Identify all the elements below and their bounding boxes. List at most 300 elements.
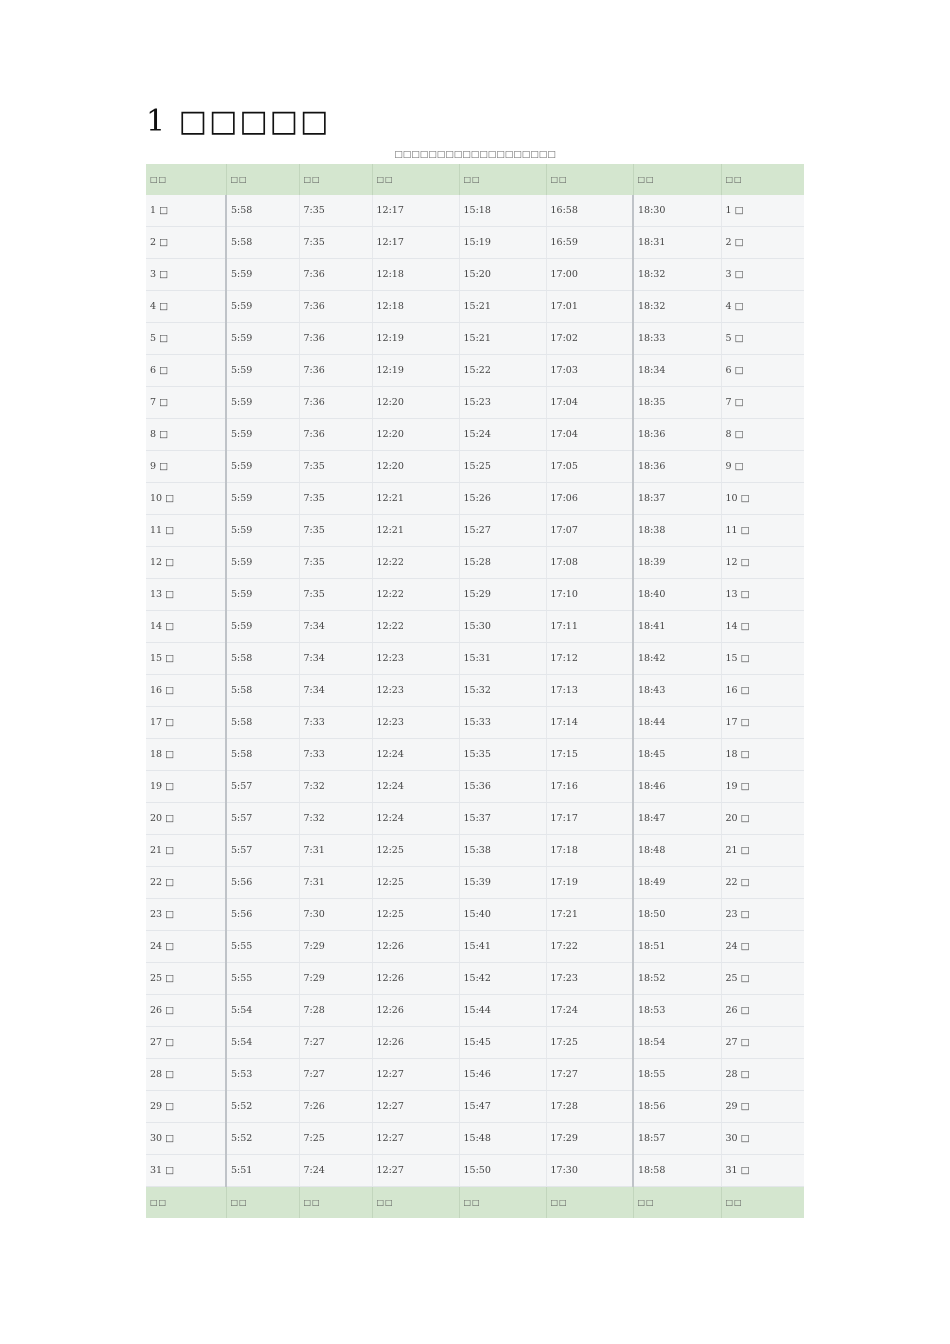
footer-row <box>146 1187 804 1219</box>
table-cell: 15:39 <box>459 867 546 899</box>
table-cell: 5:54 <box>226 995 299 1027</box>
table-cell: 15:21 <box>459 291 546 323</box>
table-cell: 16 □ <box>146 675 226 707</box>
table-cell: 7:31 <box>299 867 372 899</box>
table-cell: 19 □ <box>721 771 804 803</box>
table-cell: 17:18 <box>546 835 633 867</box>
table-row <box>146 931 804 963</box>
footer-cell: □□ <box>546 1187 633 1219</box>
table-cell: 5:59 <box>226 387 299 419</box>
table-cell: 15:50 <box>459 1155 546 1187</box>
table-cell: 31 □ <box>146 1155 226 1187</box>
table-cell: 7:28 <box>299 995 372 1027</box>
table-cell: 18:36 <box>633 451 721 483</box>
table-cell: 5:59 <box>226 323 299 355</box>
table-cell: 18:47 <box>633 803 721 835</box>
table-cell: 23 □ <box>146 899 226 931</box>
table-cell: 17:23 <box>546 963 633 995</box>
table-cell: 12:24 <box>372 771 459 803</box>
table-cell: 17 □ <box>721 707 804 739</box>
table-cell: 15:25 <box>459 451 546 483</box>
header-cell: □□ <box>299 164 372 195</box>
table-cell: 7:35 <box>299 451 372 483</box>
table-cell: 5:58 <box>226 707 299 739</box>
table-cell: 12:23 <box>372 643 459 675</box>
table-cell: 15:19 <box>459 227 546 259</box>
footer-cell: □□ <box>226 1187 299 1219</box>
header-cell: □□ <box>372 164 459 195</box>
table-cell: 18:41 <box>633 611 721 643</box>
table-cell: 16:58 <box>546 195 633 227</box>
table-cell: 12:25 <box>372 835 459 867</box>
table-cell: 12:23 <box>372 675 459 707</box>
table-cell: 10 □ <box>146 483 226 515</box>
table-cell: 28 □ <box>721 1059 804 1091</box>
table-row <box>146 611 804 643</box>
table-cell: 18:56 <box>633 1091 721 1123</box>
table-cell: 18:45 <box>633 739 721 771</box>
table-cell: 18:58 <box>633 1155 721 1187</box>
table-cell: 17:13 <box>546 675 633 707</box>
table-row <box>146 995 804 1027</box>
header-cell: □□ <box>459 164 546 195</box>
footer-cell: □□ <box>146 1187 226 1219</box>
table-cell: 26 □ <box>146 995 226 1027</box>
table-row <box>146 771 804 803</box>
table-cell: 12:20 <box>372 419 459 451</box>
table-cell: 17:24 <box>546 995 633 1027</box>
table-cell: 18:30 <box>633 195 721 227</box>
table-cell: 7:35 <box>299 547 372 579</box>
table-cell: 15:36 <box>459 771 546 803</box>
table-cell: 18:31 <box>633 227 721 259</box>
table-cell: 12:26 <box>372 931 459 963</box>
table-cell: 18:52 <box>633 963 721 995</box>
table-cell: 30 □ <box>146 1123 226 1155</box>
table-cell: 15:37 <box>459 803 546 835</box>
table-cell: 12:24 <box>372 803 459 835</box>
table-row <box>146 355 804 387</box>
table-cell: 15:38 <box>459 835 546 867</box>
table-cell: 15:27 <box>459 515 546 547</box>
table-cell: 18:32 <box>633 291 721 323</box>
table-cell: 12:25 <box>372 899 459 931</box>
table-cell: 27 □ <box>146 1027 226 1059</box>
table-cell: 7:29 <box>299 963 372 995</box>
table-cell: 12:21 <box>372 483 459 515</box>
page-title: 1 □□□□□ <box>146 104 331 139</box>
table-cell: 18:55 <box>633 1059 721 1091</box>
table-row <box>146 835 804 867</box>
table-cell: 2 □ <box>146 227 226 259</box>
table-row <box>146 1123 804 1155</box>
table-row <box>146 579 804 611</box>
table-cell: 5:58 <box>226 643 299 675</box>
table-cell: 1 □ <box>721 195 804 227</box>
table-cell: 15:47 <box>459 1091 546 1123</box>
table-cell: 5:55 <box>226 963 299 995</box>
table-cell: 15:18 <box>459 195 546 227</box>
table-cell: 15:45 <box>459 1027 546 1059</box>
table-row <box>146 707 804 739</box>
header-cell: □□ <box>226 164 299 195</box>
table-cell: 17:10 <box>546 579 633 611</box>
table-cell: 7:36 <box>299 323 372 355</box>
table-cell: 5:59 <box>226 515 299 547</box>
table-cell: 16 □ <box>721 675 804 707</box>
header-cell: □□ <box>721 164 804 195</box>
table-cell: 17:19 <box>546 867 633 899</box>
table-cell: 17:04 <box>546 419 633 451</box>
header-row <box>146 164 804 195</box>
table-cell: 18:46 <box>633 771 721 803</box>
table-cell: 17:02 <box>546 323 633 355</box>
table-cell: 14 □ <box>146 611 226 643</box>
table-cell: 1 □ <box>146 195 226 227</box>
header-cell: □□ <box>633 164 721 195</box>
table-cell: 17:01 <box>546 291 633 323</box>
table-cell: 17:17 <box>546 803 633 835</box>
table-cell: 15:24 <box>459 419 546 451</box>
table-cell: 7:31 <box>299 835 372 867</box>
table-cell: 12:26 <box>372 995 459 1027</box>
table-cell: 5:57 <box>226 803 299 835</box>
table-cell: 18:57 <box>633 1123 721 1155</box>
table-cell: 17:14 <box>546 707 633 739</box>
table-cell: 15:44 <box>459 995 546 1027</box>
footer-cell: □□ <box>459 1187 546 1219</box>
table-cell: 17:22 <box>546 931 633 963</box>
table-cell: 12:26 <box>372 1027 459 1059</box>
table-cell: 17:03 <box>546 355 633 387</box>
table-cell: 17:12 <box>546 643 633 675</box>
table-row <box>146 1155 804 1187</box>
table-cell: 21 □ <box>721 835 804 867</box>
table-cell: 3 □ <box>721 259 804 291</box>
table-cell: 14 □ <box>721 611 804 643</box>
table-cell: 12:27 <box>372 1059 459 1091</box>
footer-cell: □□ <box>299 1187 372 1219</box>
table-cell: 6 □ <box>146 355 226 387</box>
table-cell: 6 □ <box>721 355 804 387</box>
table-cell: 17 □ <box>146 707 226 739</box>
table-cell: 17:04 <box>546 387 633 419</box>
table-cell: 12:19 <box>372 323 459 355</box>
table-cell: 5:59 <box>226 451 299 483</box>
table-cell: 17:16 <box>546 771 633 803</box>
table-cell: 17:05 <box>546 451 633 483</box>
table-cell: 5:59 <box>226 355 299 387</box>
table-row <box>146 675 804 707</box>
table-cell: 18:37 <box>633 483 721 515</box>
table-cell: 17:11 <box>546 611 633 643</box>
table-cell: 5:55 <box>226 931 299 963</box>
table-cell: 17:29 <box>546 1123 633 1155</box>
table-cell: 15 □ <box>721 643 804 675</box>
table-cell: 15:40 <box>459 899 546 931</box>
table-cell: 5:52 <box>226 1123 299 1155</box>
table-cell: 18:40 <box>633 579 721 611</box>
table-body <box>146 195 804 1187</box>
table-cell: 3 □ <box>146 259 226 291</box>
table-cell: 7:36 <box>299 355 372 387</box>
table-cell: 15:26 <box>459 483 546 515</box>
table-cell: 7:36 <box>299 291 372 323</box>
table-cell: 29 □ <box>721 1091 804 1123</box>
table-cell: 18:32 <box>633 259 721 291</box>
table-cell: 5:57 <box>226 835 299 867</box>
table-cell: 13 □ <box>721 579 804 611</box>
table-cell: 23 □ <box>721 899 804 931</box>
table-row <box>146 259 804 291</box>
table-cell: 5:59 <box>226 419 299 451</box>
table-cell: 17:27 <box>546 1059 633 1091</box>
table-cell: 7:36 <box>299 259 372 291</box>
table-cell: 5:58 <box>226 195 299 227</box>
table-cell: 20 □ <box>721 803 804 835</box>
table-cell: 17:08 <box>546 547 633 579</box>
table-cell: 7:33 <box>299 707 372 739</box>
table-cell: 5 □ <box>721 323 804 355</box>
table-cell: 18:49 <box>633 867 721 899</box>
table-cell: 7:35 <box>299 579 372 611</box>
table-cell: 7:35 <box>299 515 372 547</box>
table-cell: 12:27 <box>372 1091 459 1123</box>
table-cell: 12:21 <box>372 515 459 547</box>
table-cell: 5:59 <box>226 291 299 323</box>
table-cell: 5:56 <box>226 867 299 899</box>
table-cell: 7:34 <box>299 643 372 675</box>
table-cell: 12:27 <box>372 1155 459 1187</box>
table-cell: 13 □ <box>146 579 226 611</box>
table-cell: 7:27 <box>299 1027 372 1059</box>
footer-cell: □□ <box>372 1187 459 1219</box>
table-cell: 12:25 <box>372 867 459 899</box>
table-cell: 12:26 <box>372 963 459 995</box>
table-cell: 4 □ <box>146 291 226 323</box>
table-cell: 29 □ <box>146 1091 226 1123</box>
table-cell: 24 □ <box>146 931 226 963</box>
table-cell: 18:34 <box>633 355 721 387</box>
table-cell: 5:56 <box>226 899 299 931</box>
table-cell: 12:22 <box>372 611 459 643</box>
table-cell: 26 □ <box>721 995 804 1027</box>
table-cell: 5:53 <box>226 1059 299 1091</box>
table-cell: 9 □ <box>721 451 804 483</box>
table-row <box>146 803 804 835</box>
table-row <box>146 1059 804 1091</box>
table-cell: 5:59 <box>226 611 299 643</box>
table-caption: □□□□□□□□□□□□□□□□□□□ <box>394 150 556 160</box>
table-cell: 18:50 <box>633 899 721 931</box>
table-cell: 12:17 <box>372 227 459 259</box>
table-cell: 27 □ <box>721 1027 804 1059</box>
table-cell: 22 □ <box>721 867 804 899</box>
table-cell: 5:58 <box>226 675 299 707</box>
table-cell: 5 □ <box>146 323 226 355</box>
table-cell: 15:20 <box>459 259 546 291</box>
table-cell: 12:18 <box>372 259 459 291</box>
table-cell: 16:59 <box>546 227 633 259</box>
table-cell: 15:28 <box>459 547 546 579</box>
table-cell: 12:27 <box>372 1123 459 1155</box>
table-cell: 15:41 <box>459 931 546 963</box>
table-cell: 7:25 <box>299 1123 372 1155</box>
table-cell: 19 □ <box>146 771 226 803</box>
table-cell: 10 □ <box>721 483 804 515</box>
table-cell: 5:59 <box>226 259 299 291</box>
table-cell: 7:34 <box>299 611 372 643</box>
table-cell: 5:52 <box>226 1091 299 1123</box>
table-cell: 15 □ <box>146 643 226 675</box>
table-cell: 18:33 <box>633 323 721 355</box>
footer-cell: □□ <box>633 1187 721 1219</box>
table-cell: 5:54 <box>226 1027 299 1059</box>
table-cell: 25 □ <box>721 963 804 995</box>
table-cell: 7:34 <box>299 675 372 707</box>
table-cell: 7:24 <box>299 1155 372 1187</box>
table-cell: 12:19 <box>372 355 459 387</box>
table-cell: 11 □ <box>146 515 226 547</box>
table-cell: 18:36 <box>633 419 721 451</box>
table-cell: 18:39 <box>633 547 721 579</box>
table-cell: 15:31 <box>459 643 546 675</box>
table-cell: 28 □ <box>146 1059 226 1091</box>
table-cell: 7:27 <box>299 1059 372 1091</box>
table-cell: 7:35 <box>299 227 372 259</box>
table-cell: 18:38 <box>633 515 721 547</box>
table-cell: 18:53 <box>633 995 721 1027</box>
table-cell: 30 □ <box>721 1123 804 1155</box>
table-cell: 24 □ <box>721 931 804 963</box>
table-cell: 5:59 <box>226 547 299 579</box>
table-cell: 15:21 <box>459 323 546 355</box>
table-row <box>146 323 804 355</box>
table-cell: 7:33 <box>299 739 372 771</box>
table-cell: 25 □ <box>146 963 226 995</box>
table-cell: 17:07 <box>546 515 633 547</box>
table-cell: 15:33 <box>459 707 546 739</box>
table-cell: 17:25 <box>546 1027 633 1059</box>
table-cell: 31 □ <box>721 1155 804 1187</box>
table-cell: 17:00 <box>546 259 633 291</box>
table-cell: 7:32 <box>299 771 372 803</box>
table-row <box>146 643 804 675</box>
table-row <box>146 483 804 515</box>
footer-cell: □□ <box>721 1187 804 1219</box>
table-row <box>146 419 804 451</box>
table-cell: 18:48 <box>633 835 721 867</box>
table-cell: 15:46 <box>459 1059 546 1091</box>
table-cell: 18:43 <box>633 675 721 707</box>
table-row <box>146 515 804 547</box>
table-row <box>146 195 804 227</box>
table-cell: 15:35 <box>459 739 546 771</box>
table-cell: 17:30 <box>546 1155 633 1187</box>
table-cell: 18:42 <box>633 643 721 675</box>
table-cell: 5:58 <box>226 739 299 771</box>
table-cell: 21 □ <box>146 835 226 867</box>
table-cell: 18:51 <box>633 931 721 963</box>
table-cell: 5:51 <box>226 1155 299 1187</box>
table-cell: 15:22 <box>459 355 546 387</box>
table-cell: 15:23 <box>459 387 546 419</box>
table-cell: 12:18 <box>372 291 459 323</box>
table-cell: 11 □ <box>721 515 804 547</box>
table-cell: 12:22 <box>372 579 459 611</box>
table-cell: 15:32 <box>459 675 546 707</box>
table-row <box>146 291 804 323</box>
table-cell: 15:30 <box>459 611 546 643</box>
table-cell: 9 □ <box>146 451 226 483</box>
table-cell: 18 □ <box>146 739 226 771</box>
table-cell: 18:35 <box>633 387 721 419</box>
table-cell: 5:58 <box>226 227 299 259</box>
table-cell: 15:48 <box>459 1123 546 1155</box>
table-cell: 15:42 <box>459 963 546 995</box>
table-cell: 4 □ <box>721 291 804 323</box>
table-cell: 5:59 <box>226 483 299 515</box>
table-cell: 7 □ <box>721 387 804 419</box>
table-cell: 18:54 <box>633 1027 721 1059</box>
table-row <box>146 1027 804 1059</box>
table-cell: 22 □ <box>146 867 226 899</box>
table-row <box>146 739 804 771</box>
table-row <box>146 451 804 483</box>
table-cell: 8 □ <box>146 419 226 451</box>
table-cell: 17:06 <box>546 483 633 515</box>
table-cell: 12:24 <box>372 739 459 771</box>
table-row <box>146 547 804 579</box>
header-cell: □□ <box>146 164 226 195</box>
sun-times-table <box>146 164 804 1218</box>
table-cell: 7:32 <box>299 803 372 835</box>
table-cell: 20 □ <box>146 803 226 835</box>
table-cell: 7:30 <box>299 899 372 931</box>
table-cell: 12:22 <box>372 547 459 579</box>
table-cell: 17:28 <box>546 1091 633 1123</box>
table-cell: 18:44 <box>633 707 721 739</box>
table-cell: 15:29 <box>459 579 546 611</box>
table-cell: 7:26 <box>299 1091 372 1123</box>
table-cell: 12:20 <box>372 451 459 483</box>
table-cell: 7:35 <box>299 483 372 515</box>
table-cell: 7 □ <box>146 387 226 419</box>
table-cell: 12:17 <box>372 195 459 227</box>
table-cell: 8 □ <box>721 419 804 451</box>
table-cell: 12 □ <box>721 547 804 579</box>
header-cell: □□ <box>546 164 633 195</box>
table-cell: 2 □ <box>721 227 804 259</box>
table-row <box>146 899 804 931</box>
table-cell: 12:23 <box>372 707 459 739</box>
table-cell: 7:36 <box>299 387 372 419</box>
table-cell: 5:59 <box>226 579 299 611</box>
table-cell: 7:36 <box>299 419 372 451</box>
table-cell: 5:57 <box>226 771 299 803</box>
table-row <box>146 867 804 899</box>
table-cell: 12 □ <box>146 547 226 579</box>
table-row <box>146 963 804 995</box>
table-cell: 12:20 <box>372 387 459 419</box>
table-cell: 18 □ <box>721 739 804 771</box>
table-cell: 17:15 <box>546 739 633 771</box>
table-row <box>146 387 804 419</box>
table-row <box>146 1091 804 1123</box>
table-cell: 7:29 <box>299 931 372 963</box>
table-cell: 7:35 <box>299 195 372 227</box>
table-cell: 17:21 <box>546 899 633 931</box>
